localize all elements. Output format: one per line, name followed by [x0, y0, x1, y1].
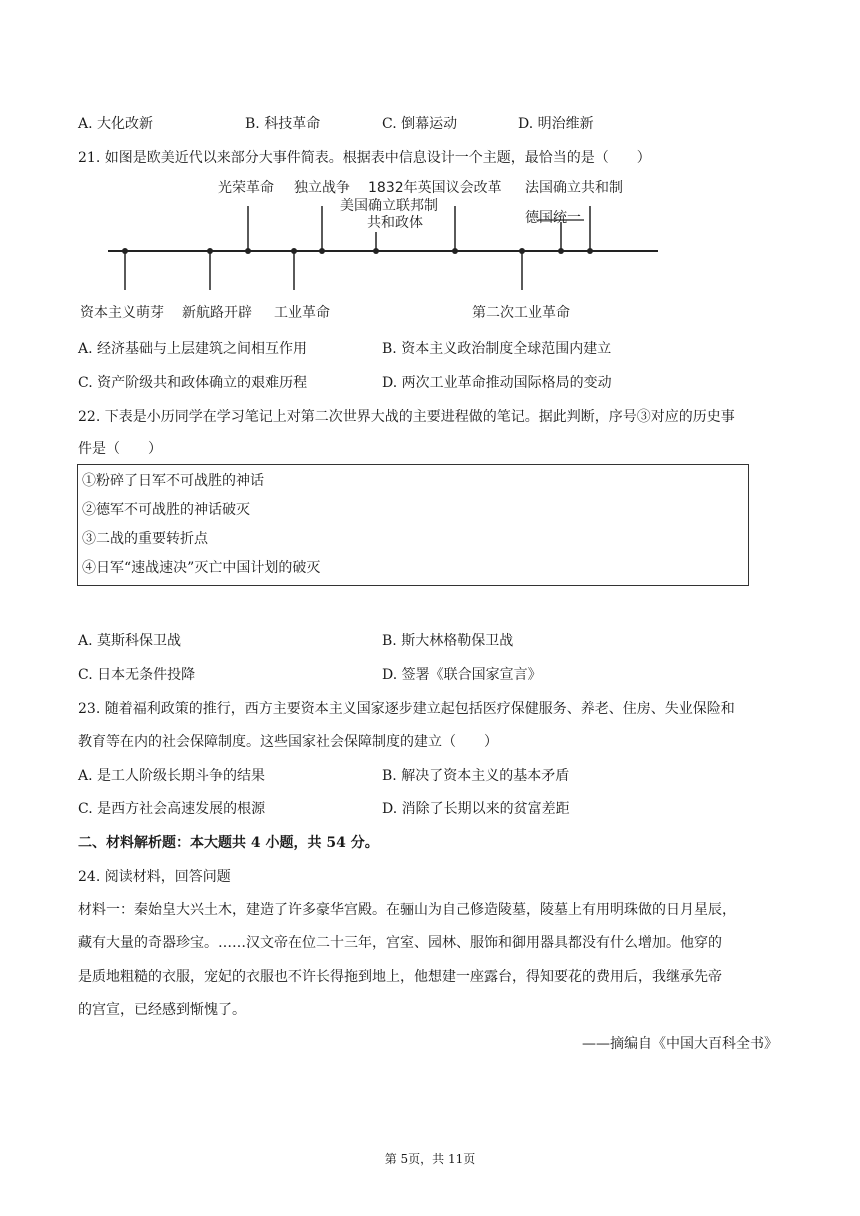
q21-timeline: [78, 172, 678, 332]
q23-option-a: A. 是工人阶级长期斗争的结果: [78, 768, 266, 784]
tl-label-glorious-revolution: 光荣革命: [218, 180, 274, 196]
tl-label-germany-unification: 德国统一: [525, 210, 581, 226]
q21-option-c: C. 资产阶级共和政体确立的艰难历程: [78, 375, 308, 391]
tl-label-industrial-revolution: 工业革命: [274, 305, 330, 321]
tl-label-1832-reform: 1832年英国议会改革: [368, 180, 502, 196]
q24-source: ——摘编自《中国大百科全书》: [582, 1036, 778, 1052]
tl-label-second-industrial-revolution: 第二次工业革命: [472, 305, 570, 321]
section-2-heading: 二、材料解析题：本大题共 4 小题，共 54 分。: [78, 835, 379, 851]
tl-label-us-federal: 美国确立联邦制: [340, 198, 438, 214]
q22-stem-line1: 22. 下表是小历同学在学习笔记上对第二次世界大战的主要进程做的笔记。据此判断，序号③对应的历史事: [78, 409, 735, 425]
tl-label-new-routes: 新航路开辟: [182, 305, 252, 321]
q24-stem: 24. 阅读材料，回答问题: [78, 869, 231, 885]
q21-stem: 21. 如图是欧美近代以来部分大事件简表。根据表中信息设计一个主题，最恰当的是（ ）: [78, 150, 651, 166]
tl-label-republic: 共和政体: [367, 215, 423, 231]
q22-stem-line2: 件是（ ）: [78, 441, 162, 457]
q24-material-line3: 是质地粗糙的衣服，宠妃的衣服也不许长得拖到地上，他想建一座露台，得知要花的费用后，我继承先帝: [78, 969, 722, 985]
q22-option-a: A. 莫斯科保卫战: [78, 633, 182, 649]
q21-option-d: D. 两次工业革命推动国际格局的变动: [382, 375, 612, 391]
q24-material-line1: 材料一：秦始皇大兴土木，建造了许多豪华宫殿。在骊山为自己修造陵墓，陵墓上有用明珠做的日月星辰，: [78, 902, 736, 918]
q23-option-c: C. 是西方社会高速发展的根源: [78, 801, 266, 817]
tl-label-independence-war: 独立战争: [294, 180, 350, 196]
tl-label-france-republic: 法国确立共和制: [525, 180, 623, 196]
q23-stem-line1: 23. 随着福利政策的推行，西方主要资本主义国家逐步建立起包括医疗保健服务、养老、住房、失业保险和: [78, 701, 735, 717]
q24-material-line4: 的宫宣，已经感到惭愧了。: [78, 1002, 246, 1018]
q22-row-1: ①粉碎了日军不可战胜的神话: [82, 473, 264, 489]
q22-row-3: ③二战的重要转折点: [82, 531, 208, 547]
q22-option-d: D. 签署《联合国家宣言》: [382, 667, 542, 683]
q22-option-b: B. 斯大林格勒保卫战: [382, 633, 514, 649]
page-footer: 第 5页，共 11页: [384, 1152, 476, 1166]
q22-row-4: ④日军“速战速决”灭亡中国计划的破灭: [82, 560, 321, 576]
q21-option-b: B. 资本主义政治制度全球范围内建立: [382, 341, 612, 357]
q24-material-line2: 藏有大量的奇器珍宝。……汉文帝在位二十三年，宫室、园林、服饰和御用器具都没有什么增加。他穿的: [78, 935, 722, 951]
q20-option-c: C. 倒幕运动: [382, 116, 458, 132]
q22-notes-table: [77, 464, 749, 586]
q20-option-a: A. 大化改新: [78, 116, 154, 132]
q21-option-a: A. 经济基础与上层建筑之间相互作用: [78, 341, 308, 357]
q20-option-d: D. 明治维新: [518, 116, 594, 132]
q23-stem-line2: 教育等在内的社会保障制度。这些国家社会保障制度的建立（ ）: [78, 734, 498, 750]
q23-option-d: D. 消除了长期以来的贫富差距: [382, 801, 570, 817]
q22-option-c: C. 日本无条件投降: [78, 667, 196, 683]
tl-label-capitalism-sprouts: 资本主义萌芽: [80, 305, 164, 321]
q20-option-b: B. 科技革命: [245, 116, 321, 132]
q22-row-2: ②德军不可战胜的神话破灭: [82, 502, 250, 518]
q23-option-b: B. 解决了资本主义的基本矛盾: [382, 768, 570, 784]
